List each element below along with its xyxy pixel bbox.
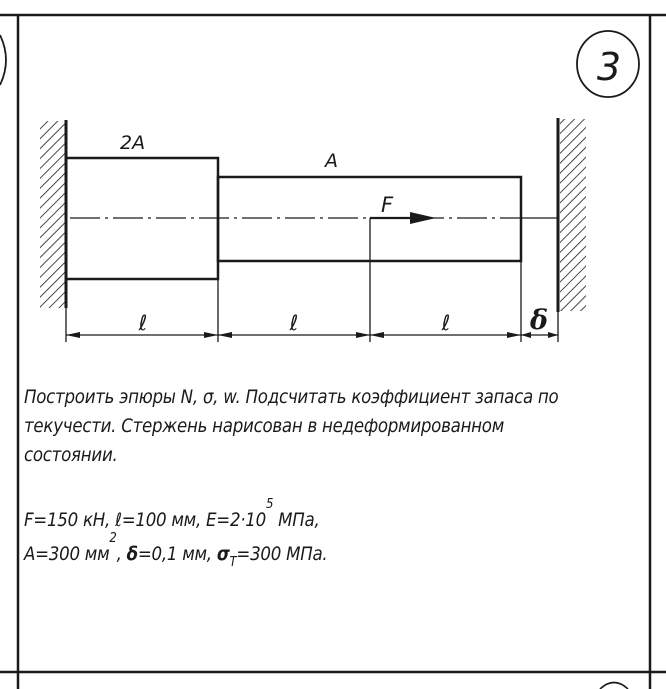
problem-number: 3: [596, 45, 622, 89]
given-sigma-subscript: Т: [229, 555, 237, 570]
given-line-2: [24, 531, 564, 573]
given-delta: =0,1 мм,: [137, 544, 212, 565]
area-label-A: A: [325, 150, 338, 172]
force-label: F: [381, 193, 394, 217]
task-statement: [24, 383, 573, 470]
sheet-frame: [0, 15, 666, 689]
given-line-1: [24, 497, 564, 539]
given-area-exponent: 2: [109, 531, 117, 546]
given-modulus-exponent: 5: [265, 497, 274, 512]
given-area-separator: ,: [116, 544, 122, 565]
dimension-label-2: ℓ: [289, 311, 299, 335]
gap-label: δ: [529, 305, 549, 336]
task-line-1: Построить эпюры N, σ, w. Подсчитать коэффициент запаса по: [24, 387, 559, 408]
bottom-circle-arc: [600, 683, 628, 689]
task-line-3: состоянии.: [24, 445, 118, 466]
right-fixed-support: [558, 118, 586, 312]
dimension-label-1: ℓ: [138, 311, 148, 335]
force-arrow: [370, 212, 436, 224]
dimension-label-3: ℓ: [441, 311, 451, 335]
given-force: F=150 кН,: [24, 510, 111, 531]
left-margin-arc: [0, 35, 6, 85]
given-delta-symbol: δ: [126, 544, 138, 565]
area-label-2A: 2A: [120, 132, 146, 154]
given-data: [24, 497, 564, 573]
given-area: A=300 мм: [24, 544, 110, 565]
given-modulus: E=2·10: [206, 510, 266, 531]
given-modulus-unit: МПа,: [278, 510, 320, 531]
given-yield-stress: =300 МПа.: [236, 544, 328, 565]
task-line-2: текучести. Стержень нарисован в недеформированном: [24, 416, 505, 437]
given-sigma-symbol: σ: [216, 544, 230, 565]
left-fixed-support: [40, 120, 66, 308]
given-length: ℓ=100 мм,: [115, 510, 201, 531]
